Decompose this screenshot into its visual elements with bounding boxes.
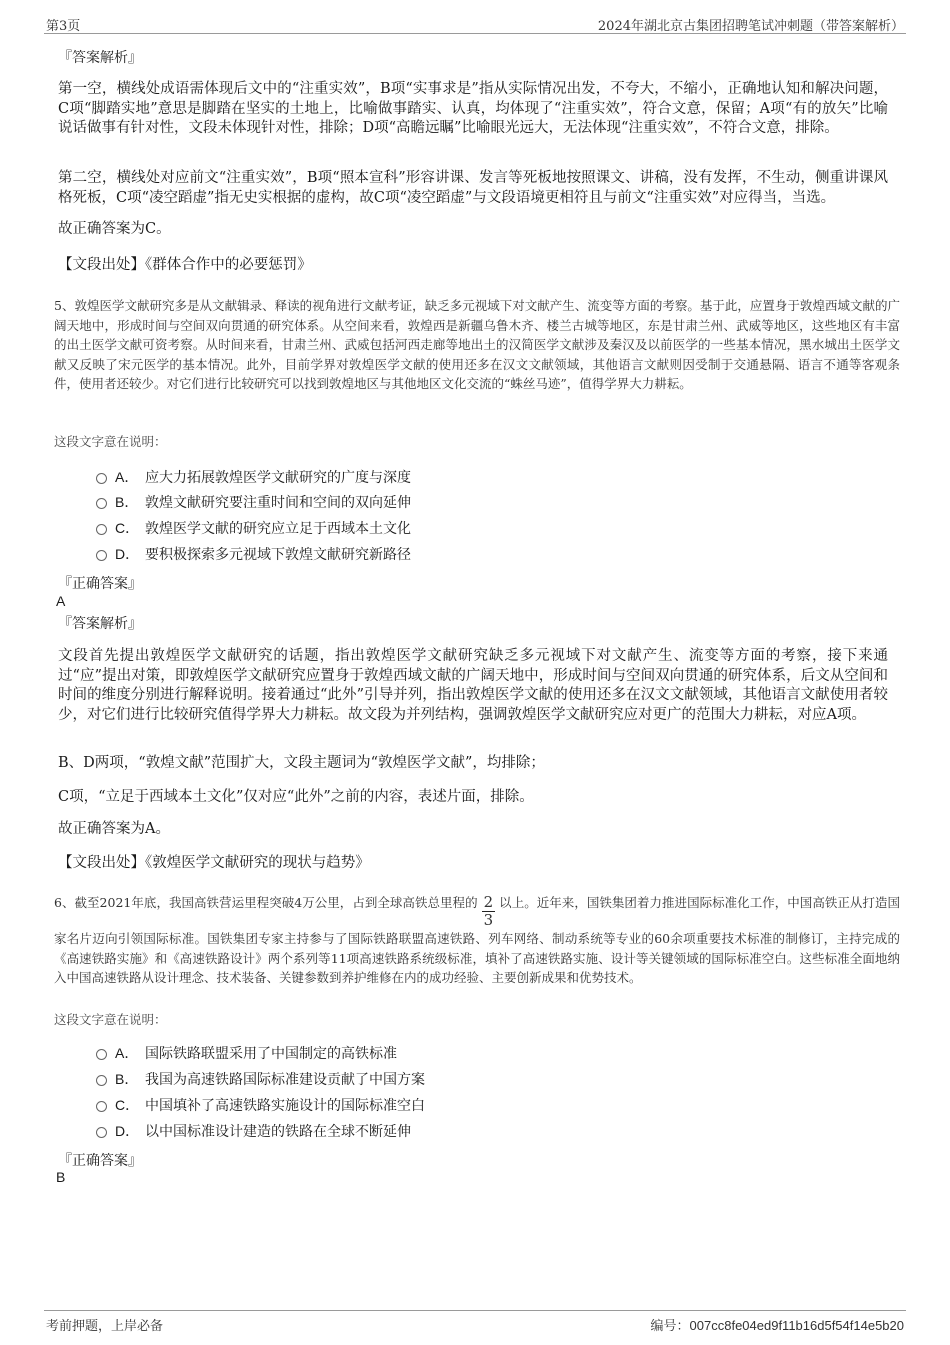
document-title: 2024年湖北京古集团招聘笔试冲刺题（带答案解析）: [597, 19, 904, 34]
option-text: 国际铁路联盟采用了中国制定的高铁标准: [145, 1046, 397, 1062]
option-key: C．: [115, 520, 140, 536]
q5-option-a[interactable]: [96, 467, 411, 487]
option-key: A．: [115, 1045, 139, 1061]
q6-question-text: [54, 893, 900, 988]
q5-analysis-label: 『答案解析』: [58, 616, 142, 632]
option-key: D．: [115, 546, 140, 562]
fraction-numerator: 2: [483, 893, 494, 911]
radio-icon[interactable]: [96, 498, 107, 509]
q6-option-c[interactable]: [96, 1095, 425, 1115]
radio-icon[interactable]: [96, 1075, 107, 1086]
q4-analysis-label: 『答案解析』: [58, 50, 142, 66]
q5-analysis-para2: B、D两项，“敦煌文献”范围扩大，文段主题词为“敦煌医学文献”，均排除；: [58, 755, 545, 771]
q6-answer: B: [56, 1169, 66, 1185]
q5-option-b[interactable]: [96, 492, 411, 512]
radio-icon[interactable]: [96, 524, 107, 535]
option-key: B．: [115, 494, 139, 510]
option-key: A．: [115, 469, 139, 485]
q5-source: 【文段出处】《敦煌医学文献研究的现状与趋势》: [58, 855, 370, 871]
q5-analysis-para3: C项，“立足于西域本土文化”仅对应“此外”之前的内容，表述片面，排除。: [58, 789, 534, 805]
option-text: 应大力拓展敦煌医学文献研究的广度与深度: [145, 470, 411, 486]
document-id: 编号：007cc8fe04ed9f11b16d5f54f14e5b20: [650, 1318, 904, 1333]
q4-conclusion: 故正确答案为C。: [58, 221, 171, 237]
option-key: C．: [115, 1097, 140, 1113]
footer-slogan: 考前押题，上岸必备: [46, 1319, 164, 1334]
q6-option-b[interactable]: [96, 1069, 425, 1089]
q5-question-text: 5、敦煌医学文献研究多是从文献辑录、释读的视角进行文献考证，缺乏多元视域下对文献产生、流变等方面的考察。基于此，应置身于敦煌西域文献的广阔天地中，形成时间与空间双向贯通的研究体系。从空间来看，敦煌西是新疆乌鲁木齐、楼兰古城等地区，东是甘肃兰州、武威等地区，这些地区有丰富的出土医学文献可资考察。从时间来看，甘肃兰州、武威包括河西走廊等地出土的汉简医学文献涉及秦汉及以前医学的一些基本情况，黑水城出土医学文献又反映了宋元医学的基本情况。此外，目前学界对敦煌医学文献的使用还多在汉文文献领域，其他语言文献则因受制于交通悬隔、语言不通等客观条件，使用者还较少。对它们进行比较研究可以找到敦煌地区与其他地区文化交流的“蛛丝马迹”，值得学界大力耕耘。: [54, 298, 900, 391]
q5-answer: A: [56, 593, 66, 609]
q6-option-a[interactable]: [96, 1043, 397, 1063]
radio-icon[interactable]: [96, 473, 107, 484]
fraction-denominator: 3: [483, 911, 494, 929]
page-header: [44, 13, 906, 34]
radio-icon[interactable]: [96, 1127, 107, 1138]
q6-option-d[interactable]: [96, 1121, 411, 1141]
q6-prompt: 这段文字意在说明：: [54, 1012, 167, 1027]
q4-analysis-para1: 第一空，横线处成语需体现后文中的“注重实效”，B项“实事求是”指从实际情况出发，不夸大，不缩小，正确地认知和解决问题，C项“脚踏实地”意思是脚踏在坚实的土地上，比喻做事踏实、认真，均体现了“注重实效”，符合文意，保留；A项“有的放矢”比喻说话做事有针对性，文段未体现针对性，排除；D项“高瞻远瞩”比喻眼光远大，无法体现“注重实效”，不符合文意，排除。: [58, 81, 888, 136]
q5-correct-label: 『正确答案』: [58, 576, 142, 592]
radio-icon[interactable]: [96, 550, 107, 561]
q4-analysis-para2: 第二空，横线处对应前文“注重实效”，B项“照本宣科”形容讲课、发言等死板地按照课文、讲稿，没有发挥，不生动，侧重讲课风格死板，C项“凌空蹈虚”指无史实根据的虚构，故C项“凌空蹈虚”与文段语境更相符且与前文“注重实效”对应得当，当选。: [58, 170, 888, 206]
q4-source: 【文段出处】《群体合作中的必要惩罚》: [58, 257, 312, 273]
page-footer: [44, 1310, 906, 1335]
q5-conclusion: 故正确答案为A。: [58, 821, 170, 837]
option-text: 要积极探索多元视域下敦煌文献研究新路径: [145, 547, 411, 563]
radio-icon[interactable]: [96, 1049, 107, 1060]
option-text: 以中国标准设计建造的铁路在全球不断延伸: [145, 1124, 411, 1140]
q5-analysis-para1: 文段首先提出敦煌医学文献研究的话题，指出敦煌医学文献研究缺乏多元视域下对文献产生、流变等方面的考察，接下来通过“应”提出对策，即敦煌医学文献研究应置身于敦煌西域文献的广阔天地中，形成时间与空间双向贯通的研究体系，后文从空间和时间的维度分别进行解释说明。接着通过“此外”引导并列，指出敦煌医学文献的使用还多在汉文文献领域，其他语言文献使用者较少，对它们进行比较研究值得学界大力耕耘。故文段为并列结构，强调敦煌医学文献研究应对更广的范围大力耕耘，对应A项。: [58, 648, 888, 723]
q6-text-after: 以上。近年来，国铁集团着力推进国际标准化工作，中国高铁正从打造国家名片迈向引领国际标准。国铁集团专家主持参与了国际铁路联盟高速铁路、列车网络、制动系统等专业的60余项重要技术标准的制修订，主持完成的《高速铁路实施》和《高速铁路设计》两个系列等11项高速铁路系统级标准，填补了高速铁路实施、设计等关键领域的国际标准空白。这些标准全面地纳入中国高速铁路从设计理念、技术装备、关键参数到养护维修在内的成功经验、主要创新成果和优势技术。: [54, 895, 900, 985]
option-text: 中国填补了高速铁路实施设计的国际标准空白: [145, 1098, 425, 1114]
fraction-two-thirds: [482, 894, 496, 929]
q5-prompt: 这段文字意在说明：: [54, 434, 167, 449]
q5-option-c[interactable]: [96, 518, 411, 538]
q5-option-d[interactable]: [96, 544, 411, 564]
q6-text-before: 6、截至2021年底，我国高铁营运里程突破4万公里，占到全球高铁总里程的: [54, 895, 478, 910]
page-number: 第3页: [46, 19, 81, 34]
option-text: 敦煌医学文献的研究应立足于西域本土文化: [145, 521, 411, 537]
option-text: 敦煌文献研究要注重时间和空间的双向延伸: [145, 495, 411, 511]
option-key: B．: [115, 1071, 139, 1087]
option-text: 我国为高速铁路国际标准建设贡献了中国方案: [145, 1072, 425, 1088]
option-key: D．: [115, 1123, 140, 1139]
q6-correct-label: 『正确答案』: [58, 1153, 142, 1169]
radio-icon[interactable]: [96, 1101, 107, 1112]
